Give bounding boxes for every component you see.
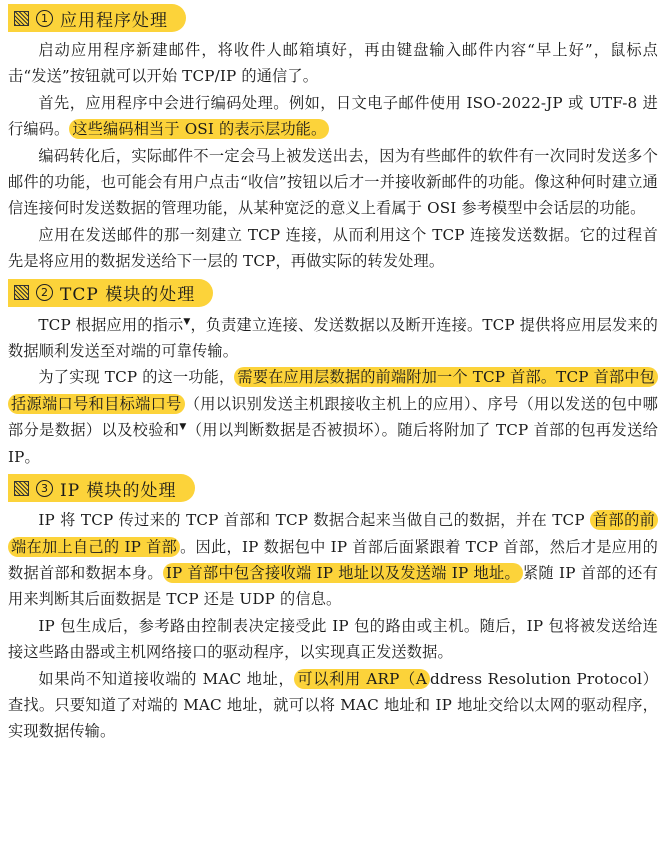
paragraph: 启动应用程序新建邮件，将收件人邮箱填好，再由键盘输入邮件内容“早上好”，鼠标点击“发送”按钮就可以开始 TCP/IP 的通信了。 [8,41,658,86]
section-title: 应用程序处理 [60,10,168,31]
highlight: 这些编码相当于 OSI 的表示层功能。 [69,119,329,139]
section-number: 1 [36,10,53,27]
section-number: 3 [36,480,53,497]
paragraph: 如果尚不知道接收端的 MAC 地址， 可以利用 ARP（A ddress Resolution Protocol）查找。只要知道了对端的 MAC 地址，就可以将 MAC 地址和 IP 地址交给以太网的驱动程序，实现数据传输。 [8,669,659,741]
section-heading-3 [8,473,658,503]
paragraph: IP 包生成后，参考路由控制表决定接受此 IP 包的路由或主机。随后，IP 包将被发送给连接这些路由器或主机网络接口的驱动程序，以实现真正发送数据。 [8,616,658,662]
highlight: 需要在应用层数据的前端附加一个 TCP 首部。TCP 首部中包括源端口号和目标端口号 [8,367,658,413]
paragraph: 为了实现 TCP 的这一功能， 需要在应用层数据的前端附加一个 TCP 首部。TCP 首部中包括源端口号和目标端口号 （用以识别发送主机跟接收主机上的应用）、序号（用以发送的包中哪部分是数据）以及校验和▼（用以判断数据是否被损坏）。随后将附加了 TCP 首部的包再发送给 IP。 [8,368,658,466]
paragraph: TCP 根据应用的指示▼，负责建立连接、发送数据以及断开连接。TCP 提供将应用层发来的数据顺利发送至对端的可靠传输。 [8,315,659,361]
section-title: TCP 模块的处理 [60,285,196,306]
hatched-square-icon [14,481,29,496]
hatched-square-icon [14,11,29,26]
paragraph: 应用在发送邮件的那一刻建立 TCP 连接，从而利用这个 TCP 连接发送数据。它的过程首先是将应用的数据发送给下一层的 TCP，再做实际的转发处理。 [8,225,658,271]
heading-pill [8,279,213,307]
heading-pill [8,474,195,502]
footnote-marker: ▼ [179,422,187,433]
section-heading-1 [8,3,658,33]
footnote-marker: ▼ [183,316,191,327]
paragraph: 首先，应用程序中会进行编码处理。例如，日文电子邮件使用 ISO-2022-JP 或 UTF-8 进行编码。 这些编码相当于 OSI 的表示层功能。 [8,93,658,139]
highlight: IP 首部中包含接收端 IP 地址以及发送端 IP 地址。 [163,563,523,583]
highlight: 可以利用 ARP（A [294,669,430,689]
heading-pill [8,4,186,32]
highlight: 首部的前端在加上自己的 IP 首部 [8,510,658,556]
section-heading-2 [8,278,658,308]
document-page [8,0,658,745]
section-number: 2 [36,284,53,301]
hatched-square-icon [14,285,29,300]
paragraph: 编码转化后，实际邮件不一定会马上被发送出去，因为有些邮件的软件有一次同时发送多个邮件的功能，也可能会有用户点击“收信”按钮以后才一并接收新邮件的功能。像这种何时建立通信连接何时发送数据的管理功能，从某种宽泛的意义上看属于 OSI 参考模型中会话层的功能。 [8,146,658,218]
section-title: IP 模块的处理 [60,480,177,501]
paragraph: IP 将 TCP 传过来的 TCP 首部和 TCP 数据合起来当做自己的数据，并在 TCP 首部的前端在加上自己的 IP 首部 。因此，IP 数据包中 IP 首部后面紧跟着 TCP 首部，然后才是应用的数据首部和数据本身。 IP 首部中包含接收端 IP 地址以及发送端 IP 地址。 紧随 IP 首部的还有用来判断其后面数据是 TCP 还是 UDP 的信息。 [8,511,658,609]
